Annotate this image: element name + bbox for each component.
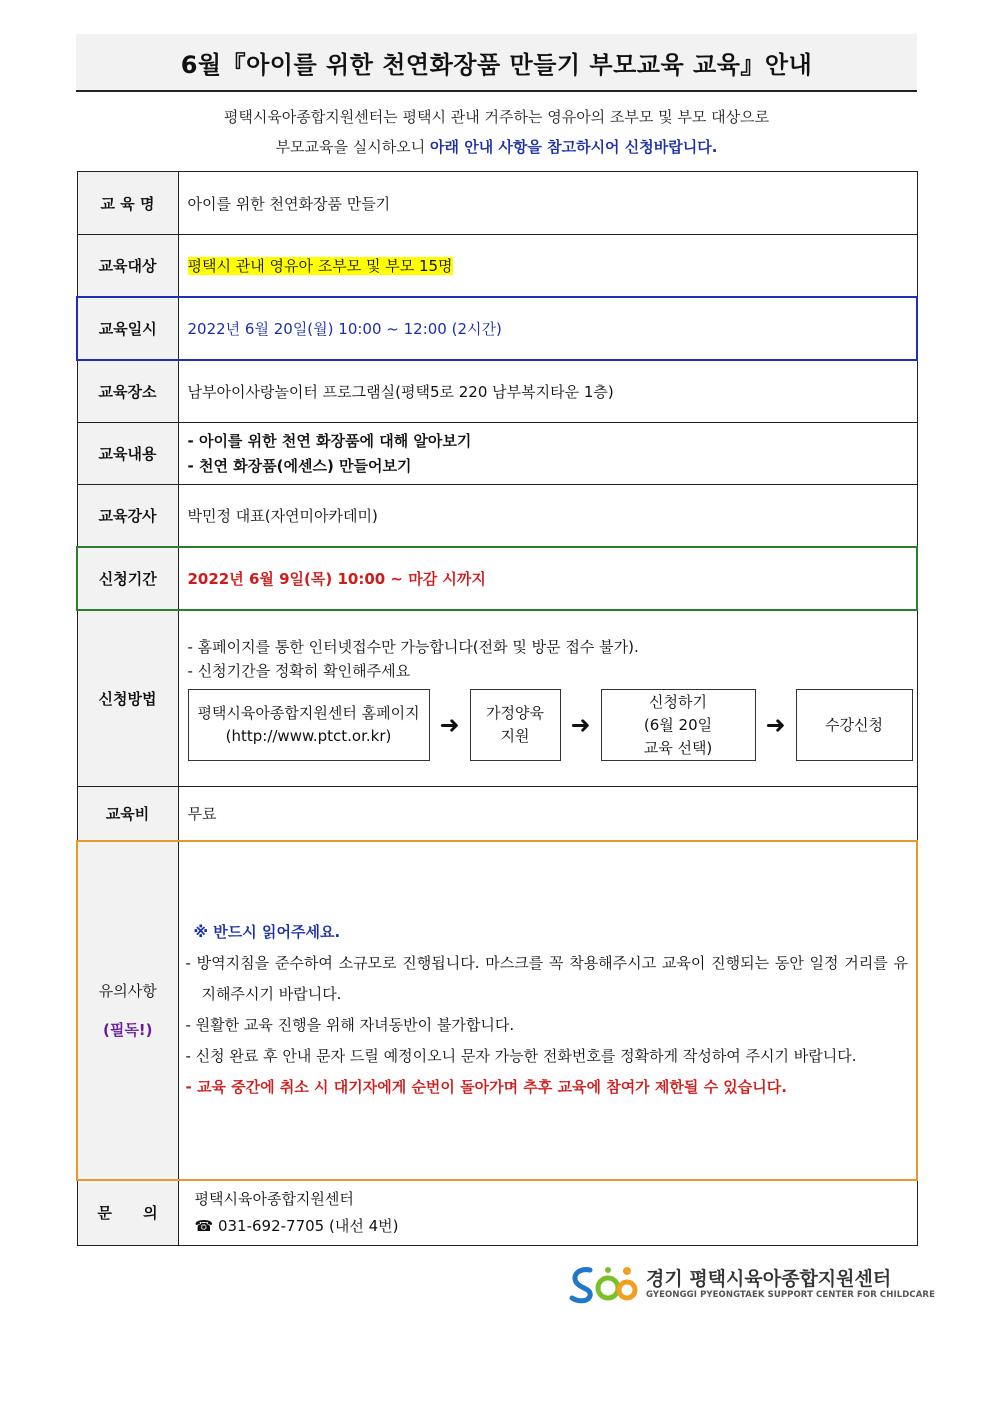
row-place [77, 360, 917, 423]
value-target-cell [178, 235, 917, 297]
footer-logo [568, 1262, 935, 1306]
value-lecturer: 박민정 대표(자연미아카데미) [178, 485, 917, 547]
notes-item-2: - 원활한 교육 진행을 위해 자녀동반이 불가합니다. [185, 1016, 515, 1034]
flow-step-apply-line2: (6월 20일 [643, 715, 713, 734]
title-bar [76, 34, 917, 92]
label-place: 교육장소 [77, 360, 178, 423]
application-flow [188, 689, 916, 761]
label-fee: 교육비 [77, 787, 178, 841]
row-fee [77, 787, 917, 841]
notes-warning: - 교육 중간에 취소 시 대기자에게 순번이 돌아가며 추후 교육에 참여가 제한될 수 있습니다. [185, 1078, 787, 1096]
logo-name-en: GYEONGGI PYEONGTAEK SUPPORT CENTER FOR CHILDCARE [646, 1290, 935, 1300]
row-lecturer [77, 485, 917, 547]
intro-line-2 [76, 132, 917, 162]
value-period: 2022년 6월 9일(목) 10:00 ~ 마감 시까지 [178, 547, 917, 610]
contact-phone-line [195, 1213, 916, 1240]
value-target: 평택시 관내 영유아 조부모 및 부모 15명 [187, 256, 453, 275]
label-notes-required: (필독!) [102, 1021, 153, 1039]
flow-step-home-care-line2: 지원 [500, 727, 530, 746]
row-notes [77, 841, 917, 1180]
flow-step-enroll-line1: 수강신청 [825, 715, 883, 734]
flow-step-apply-line1: 신청하기 [649, 692, 707, 711]
intro-line-1: 평택시육아종합지원센터는 평택시 관내 거주하는 영유아의 조부모 및 부모 대상으로 [223, 108, 770, 126]
label-contact: 문 의 [77, 1180, 178, 1246]
intro-text [76, 102, 917, 162]
flow-step-home-care-line1: 가정양육 [486, 704, 544, 723]
flow-step-enroll [796, 689, 913, 761]
value-fee: 무료 [178, 787, 917, 841]
value-name: 아이를 위한 천연화장품 만들기 [178, 172, 917, 235]
page-title: 6월『아이를 위한 천연화장품 만들기 부모교육 교육』안내 [180, 50, 813, 79]
method-lines [188, 635, 916, 683]
label-notes-cell [77, 841, 178, 1180]
intro-line-2-plain: 부모교육을 실시하오니 [275, 138, 430, 156]
label-date: 교육일시 [77, 297, 178, 360]
arrow-right-icon: ➜ [570, 711, 591, 740]
row-name [77, 172, 917, 235]
value-contact [178, 1180, 917, 1246]
info-table [76, 171, 918, 1246]
contact-org: 평택시육아종합지원센터 [194, 1189, 354, 1208]
flow-step-homepage-title: 평택시육아종합지원센터 홈페이지 [197, 704, 420, 723]
method-line-2: - 신청기간을 정확히 확인해주세요 [187, 662, 411, 681]
contact-phone: 031-692-7705 (내선 4번) [217, 1216, 399, 1235]
row-contact [77, 1180, 917, 1246]
label-period: 신청기간 [77, 547, 178, 610]
logo-name-ko: 경기 평택시육아종합지원센터 [646, 1268, 892, 1290]
flow-step-home-care [470, 689, 561, 761]
phone-icon: ☎ [194, 1216, 214, 1235]
value-place: 남부아이사랑놀이터 프로그램실(평택5로 220 남부복지타운 1층) [178, 360, 917, 423]
row-period [77, 547, 917, 610]
row-date [77, 297, 917, 360]
value-date: 2022년 6월 20일(월) 10:00 ~ 12:00 (2시간) [178, 297, 917, 360]
center-logo-icon [568, 1262, 640, 1306]
method-line-1: - 홈페이지를 통한 인터넷접수만 가능합니다(전화 및 방문 접수 불가). [187, 638, 639, 657]
content-line-2: - 천연 화장품(에센스) 만들어보기 [187, 456, 412, 475]
label-notes: 유의사항 [98, 982, 157, 1000]
label-target: 교육대상 [77, 235, 178, 297]
value-notes [178, 841, 917, 1180]
flow-step-apply [601, 689, 756, 761]
flow-step-homepage [188, 689, 430, 761]
row-target [77, 235, 917, 297]
value-method [178, 610, 917, 787]
intro-line-2-highlight: 아래 안내 사항을 참고하시어 신청바랍니다. [430, 138, 718, 156]
notes-item-3: - 신청 완료 후 안내 문자 드릴 예정이오니 문자 가능한 전화번호를 정확하게 작성하여 주시기 바랍니다. [185, 1047, 857, 1065]
arrow-right-icon: ➜ [439, 711, 460, 740]
notes-item-1: - 방역지침을 준수하여 소규모로 진행됩니다. 마스크를 꼭 착용해주시고 교육이 진행되는 동안 일정 거리를 유지해주시기 바랍니다. [185, 954, 908, 1003]
row-method [77, 610, 917, 787]
value-content [178, 423, 917, 485]
label-method: 신청방법 [77, 610, 178, 787]
flow-step-apply-line3: 교육 선택) [643, 738, 713, 757]
notes-heading: ※ 반드시 읽어주세요. [193, 923, 341, 941]
arrow-right-icon: ➜ [765, 711, 786, 740]
flow-step-homepage-url: (http://www.ptct.or.kr) [225, 727, 392, 746]
label-lecturer: 교육강사 [77, 485, 178, 547]
label-name: 교 육 명 [77, 172, 178, 235]
label-content: 교육내용 [77, 423, 178, 485]
content-line-1: - 아이를 위한 천연 화장품에 대해 알아보기 [187, 431, 472, 450]
row-content [77, 423, 917, 485]
